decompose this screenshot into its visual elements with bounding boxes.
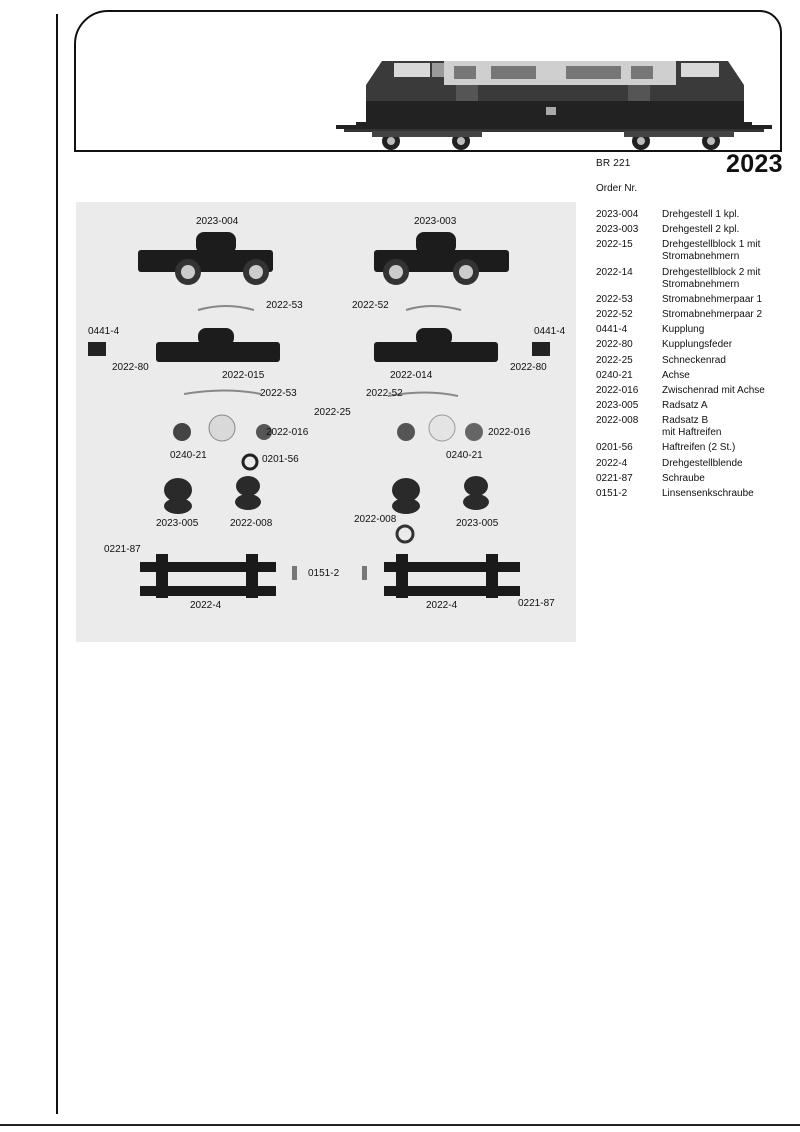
part-row	[596, 415, 796, 439]
label-2022-80-left: 2022-80	[112, 362, 149, 373]
bogie-block-1	[156, 328, 280, 362]
part-row	[596, 267, 796, 291]
part-row	[596, 442, 796, 454]
part-number: 2023-004	[596, 209, 639, 220]
exploded-parts-photo	[76, 202, 576, 642]
part-description: Drehgestellblock 1 mit Stromabnehmern	[662, 239, 761, 263]
part-number: 2022-4	[596, 457, 628, 469]
label-0240-21-right: 0240-21	[446, 450, 483, 461]
part-description: Drehgestell 2 kpl.	[662, 224, 740, 236]
part-row	[596, 488, 796, 500]
part-description: Drehgestellblende	[662, 457, 743, 469]
label-2023-005-right: 2023-005	[456, 518, 499, 529]
part-row	[596, 400, 796, 412]
label-2022-015: 2022-015	[222, 370, 265, 381]
part-number: 2022-008	[596, 415, 639, 427]
part-description: Drehgestellblock 2 mit Stromabnehmern	[662, 266, 761, 290]
part-description: Schneckenrad	[662, 354, 726, 366]
label-2022-008-left: 2022-008	[230, 518, 273, 529]
label-0441-4-right: 0441-4	[534, 326, 566, 337]
part-description: Kupplung	[662, 324, 705, 336]
part-row	[596, 209, 796, 221]
part-description: Haftreifen (2 St.)	[662, 442, 736, 454]
left-margin-rule	[56, 14, 58, 1114]
label-0441-4-left: 0441-4	[88, 326, 120, 337]
part-row	[596, 339, 796, 351]
part-row	[596, 309, 796, 321]
part-number: 2022-25	[596, 354, 633, 366]
part-number: 0151-2	[596, 488, 628, 499]
part-number: 2022-52	[596, 308, 633, 320]
label-2022-25: 2022-25	[314, 407, 351, 418]
part-description: Achse	[662, 369, 690, 381]
part-description: Linsensenkschraube	[662, 488, 754, 499]
part-row	[596, 385, 796, 397]
part-description: Zwischenrad mit Achse	[662, 384, 765, 396]
part-number: 2022-14	[596, 266, 633, 278]
parts-list	[596, 209, 796, 503]
part-description: Schraube	[662, 472, 705, 484]
part-row	[596, 458, 796, 470]
part-number: 0240-21	[596, 369, 633, 381]
label-2023-003: 2023-003	[414, 216, 457, 227]
label-0221-87-left: 0221-87	[104, 544, 141, 555]
part-row	[596, 370, 796, 382]
label-2023-004: 2023-004	[196, 216, 239, 227]
part-description: Stromabnehmerpaar 2	[662, 308, 763, 320]
part-row	[596, 473, 796, 485]
label-2022-4-right: 2022-4	[426, 600, 458, 611]
part-row	[596, 239, 796, 263]
label-2022-52-lower: 2022-52	[366, 388, 403, 399]
label-2022-4-left: 2022-4	[190, 600, 222, 611]
part-row	[596, 294, 796, 306]
label-0221-87-right: 0221-87	[518, 598, 555, 609]
part-number: 2023-003	[596, 224, 639, 236]
part-row	[596, 224, 796, 236]
bottom-rule	[0, 1124, 800, 1126]
bogie-2-complete	[374, 232, 509, 285]
label-0151-2: 0151-2	[308, 568, 340, 579]
label-2022-008-right: 2022-008	[354, 514, 397, 525]
bogie-block-2	[374, 328, 498, 362]
bogie-1-complete	[138, 232, 273, 285]
part-number: 2022-80	[596, 339, 633, 351]
part-description: Radsatz B mit Haftreifen	[662, 415, 722, 439]
part-number: 0221-87	[596, 472, 633, 484]
label-2022-016-right: 2022-016	[488, 427, 531, 438]
part-description: Radsatz A	[662, 400, 708, 412]
label-2022-016-left: 2022-016	[266, 427, 309, 438]
part-number: 0441-4	[596, 324, 628, 336]
label-0201-56: 0201-56	[262, 454, 299, 465]
label-2023-005-left: 2023-005	[156, 518, 199, 529]
label-2022-53: 2022-53	[266, 300, 303, 311]
locomotive-illustration	[336, 55, 772, 151]
label-2022-80-right: 2022-80	[510, 362, 547, 373]
label-2022-53-lower: 2022-53	[260, 388, 297, 399]
part-number: 2022-016	[596, 384, 639, 396]
bogie-side-frame-2	[384, 554, 520, 598]
part-description: Stromabnehmerpaar 1	[662, 293, 763, 305]
part-number: 2022-53	[596, 293, 633, 305]
part-number: 0201-56	[596, 442, 633, 454]
model-name: BR 221	[596, 158, 631, 169]
label-2022-014: 2022-014	[390, 370, 433, 381]
part-description: Kupplungsfeder	[662, 339, 733, 351]
label-2022-52: 2022-52	[352, 300, 389, 311]
part-row	[596, 355, 796, 367]
order-number-header: Order Nr.	[596, 183, 638, 194]
catalog-number: 2023	[726, 150, 783, 178]
part-number: 2023-005	[596, 400, 639, 412]
part-description: Drehgestell 1 kpl.	[662, 209, 740, 220]
bogie-side-frame-1	[140, 554, 276, 598]
label-0240-21-left: 0240-21	[170, 450, 207, 461]
part-row	[596, 324, 796, 336]
part-number: 2022-15	[596, 239, 633, 251]
